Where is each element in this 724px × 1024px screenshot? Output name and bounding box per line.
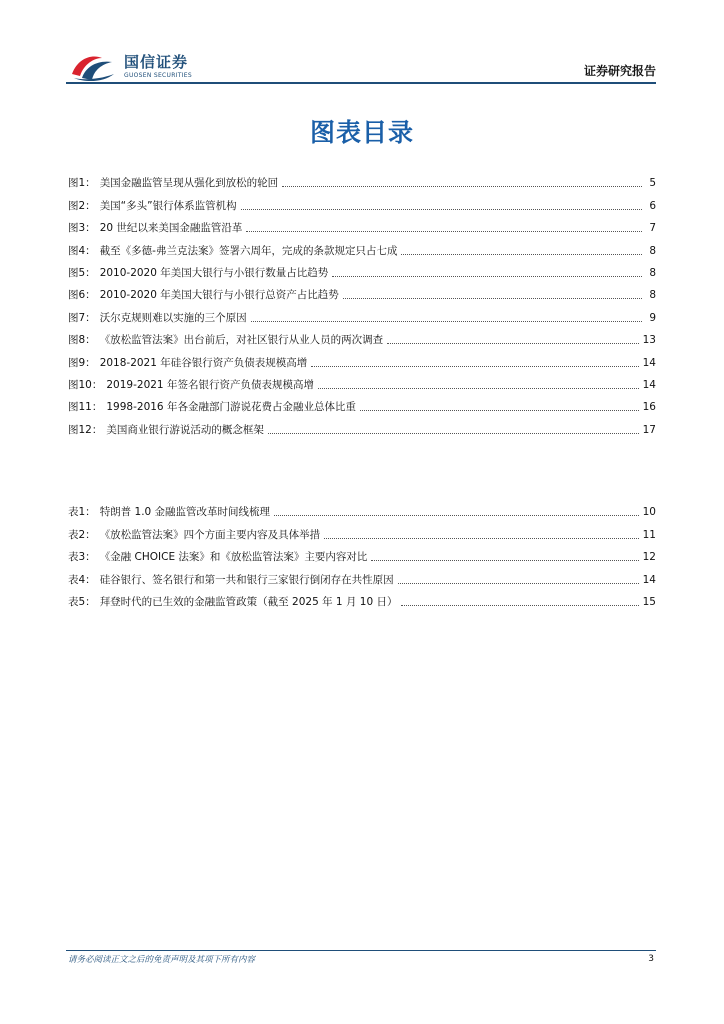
figure-entry-title: 沃尔克规则难以实施的三个原因 [99,311,247,324]
figure-entry-page: 8 [649,266,656,279]
dot-leader [398,583,639,584]
dot-leader [274,515,639,516]
table-entry-page: 15 [642,595,656,608]
footer-disclaimer: 请务必阅读正文之后的免责声明及其项下所有内容 [68,955,256,965]
figure-entry-label: 图5： [68,266,96,279]
table-list [68,497,656,609]
figure-entry-page: 16 [642,401,656,414]
dot-leader [241,209,642,210]
table-entry-label: 表1： [68,506,96,519]
dot-leader [324,538,638,539]
figure-entry[interactable] [68,168,656,190]
guosen-logo [68,50,208,84]
figure-list [68,168,656,437]
figure-entry-title: 2010-2020 年美国大银行与小银行数量占比趋势 [99,266,329,279]
logo-chinese-text: 国信证券 [124,53,189,71]
table-entry-title: 《金融 CHOICE 法案》和《放松监管法案》主要内容对比 [99,551,368,564]
figure-entry-page: 9 [649,311,656,324]
figure-entry-page: 7 [649,222,656,235]
table-entry[interactable] [68,497,656,519]
footer-divider [66,950,656,951]
logo-english-text: GUOSEN SECURITIES [124,72,193,79]
figure-entry[interactable] [68,392,656,414]
figure-entry-label: 图9： [68,356,96,369]
figure-entry-page: 8 [649,244,656,257]
figure-entry[interactable] [68,235,656,257]
figure-entry-label: 图2： [68,199,96,212]
dot-leader [387,343,638,344]
figure-entry-title: 《放松监管法案》出台前后，对社区银行从业人员的两次调查 [99,334,384,347]
figure-entry[interactable] [68,325,656,347]
table-entry-title: 硅谷银行、签名银行和第一共和银行三家银行倒闭存在共性原因 [99,573,394,586]
figure-entry-title: 美国“多头”银行体系监管机构 [99,199,237,212]
header-divider [66,82,656,84]
figure-entry-page: 13 [642,334,656,347]
figure-entry-page: 14 [642,356,656,369]
dot-leader [401,254,642,255]
dot-leader [343,298,642,299]
table-entry-title: 拜登时代的已生效的金融监管政策（截至 2025 年 1 月 10 日） [99,595,398,608]
table-entry-page: 14 [642,573,656,586]
table-entry-label: 表4： [68,573,96,586]
figure-entry-label: 图11： [68,401,103,414]
figure-entry[interactable] [68,347,656,369]
figure-entry-page: 8 [649,289,656,302]
figure-entry-label: 图6： [68,289,96,302]
figure-entry-title: 20 世纪以来美国金融监管沿革 [99,222,243,235]
dot-leader [360,410,639,411]
figure-entry-label: 图8： [68,334,96,347]
table-entry[interactable] [68,564,656,586]
dot-leader [311,366,638,367]
table-entry-page: 10 [642,506,656,519]
figure-entry-title: 美国商业银行游说活动的概念框架 [106,423,264,436]
dot-leader [246,231,642,232]
dot-leader [401,605,638,606]
table-entry-page: 11 [642,528,656,541]
page-number: 3 [648,954,654,964]
dot-leader [282,186,642,187]
figure-entry-label: 图3： [68,222,96,235]
table-entry[interactable] [68,587,656,609]
page-header [68,50,656,84]
guosen-logo-mark-icon [68,52,120,82]
dot-leader [318,388,639,389]
figure-entry[interactable] [68,302,656,324]
figure-entry-page: 5 [649,177,656,190]
table-entry-page: 12 [642,551,656,564]
figure-entry[interactable] [68,190,656,212]
figure-entry-label: 图4： [68,244,96,257]
figure-entry-title: 2018-2021 年硅谷银行资产负债表规模高增 [99,356,308,369]
report-type-label: 证券研究报告 [583,64,656,78]
figure-entry[interactable] [68,213,656,235]
page-title: 图表目录 [309,118,414,147]
figure-entry[interactable] [68,414,656,436]
figure-entry-page: 6 [649,199,656,212]
figure-entry-title: 截至《多德-弗兰克法案》签署六周年，完成的条款规定只占七成 [99,244,398,257]
figure-entry-title: 美国金融监管呈现从强化到放松的轮回 [99,177,279,190]
figure-entry-label: 图10： [68,378,103,391]
figure-entry-label: 图12： [68,423,103,436]
table-entry[interactable] [68,542,656,564]
figure-entry-title: 1998-2016 年各金融部门游说花费占金融业总体比重 [106,401,356,414]
dot-leader [268,433,639,434]
dot-leader [251,321,642,322]
figure-entry-page: 17 [642,423,656,436]
figure-entry[interactable] [68,258,656,280]
dot-leader [371,560,638,561]
table-entry-label: 表5： [68,595,96,608]
figure-entry-title: 2019-2021 年签名银行资产负债表规模高增 [106,378,314,391]
table-entry-label: 表2： [68,528,96,541]
table-entry-label: 表3： [68,551,96,564]
figure-entry[interactable] [68,280,656,302]
dot-leader [332,276,642,277]
figure-entry-page: 14 [642,378,656,391]
figure-entry[interactable] [68,370,656,392]
figure-entry-label: 图1： [68,177,96,190]
figure-entry-title: 2010-2020 年美国大银行与小银行总资产占比趋势 [99,289,339,302]
table-entry[interactable] [68,519,656,541]
table-entry-title: 特朗普 1.0 金融监管改革时间线梳理 [99,506,271,519]
figure-entry-label: 图7： [68,311,96,324]
table-entry-title: 《放松监管法案》四个方面主要内容及具体举措 [99,528,321,541]
